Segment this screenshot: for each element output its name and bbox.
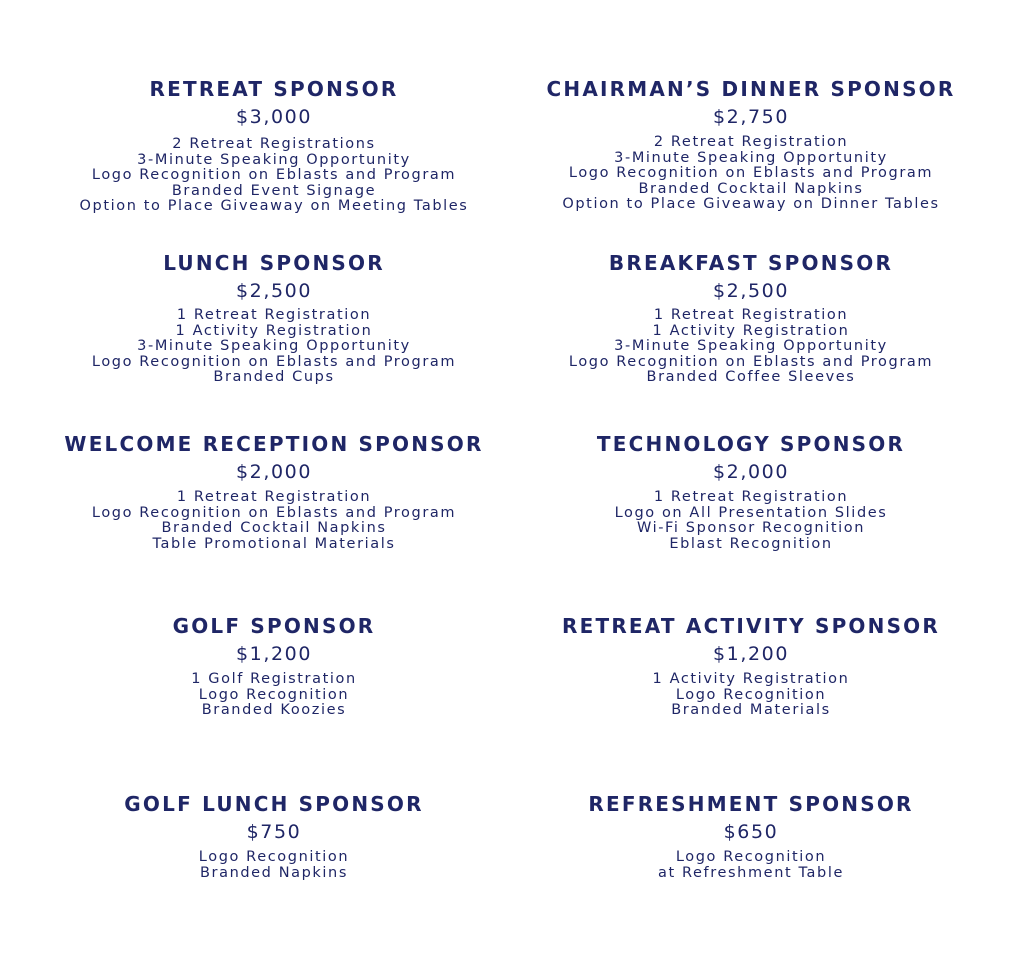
benefit-item: 3-Minute Speaking Opportunity — [137, 338, 411, 355]
sponsor-benefits — [64, 490, 483, 552]
benefit-item: Logo Recognition — [198, 849, 350, 865]
sponsor-benefits — [588, 850, 913, 881]
benefit-item: 3-Minute Speaking Opportunity — [137, 151, 411, 168]
benefit-item: 1 Retreat Registration — [653, 307, 849, 323]
benefit-item: 3-Minute Speaking Opportunity — [614, 149, 888, 166]
sponsor-benefits — [92, 308, 456, 386]
benefit-item: Wi-Fi Sponsor Recognition — [636, 520, 866, 537]
sponsor-title: REFRESHMENT SPONSOR — [588, 792, 914, 816]
sponsor-golf — [173, 613, 376, 719]
benefit-item: Logo Recognition on Eblasts and Program — [91, 353, 457, 370]
benefit-item: at Refreshment Table — [658, 864, 844, 881]
benefit-item: Option to Place Giveaway on Dinner Tables — [562, 196, 940, 213]
benefit-item: 1 Activity Registration — [652, 671, 850, 687]
benefit-item: 1 Retreat Registration — [176, 489, 372, 505]
benefit-item: Branded Cocktail Napkins — [638, 180, 864, 197]
sponsor-title: LUNCH SPONSOR — [163, 251, 385, 275]
benefit-item: 2 Retreat Registrations — [172, 136, 376, 152]
benefit-item: Branded Coffee Sleeves — [646, 369, 856, 386]
sponsor-title: WELCOME RECEPTION SPONSOR — [64, 432, 484, 456]
sponsor-retreat-activity — [562, 613, 940, 719]
benefit-item: 1 Golf Registration — [191, 671, 357, 687]
benefit-item: Branded Napkins — [199, 864, 349, 881]
sponsor-title: BREAKFAST SPONSOR — [608, 251, 894, 275]
sponsor-title: RETREAT ACTIVITY SPONSOR — [562, 614, 940, 638]
sponsor-price: $1,200 — [235, 643, 313, 665]
benefit-item: Branded Cups — [213, 369, 335, 386]
sponsor-title: TECHNOLOGY SPONSOR — [596, 432, 906, 456]
sponsor-price: $2,500 — [712, 280, 790, 302]
benefit-item: 1 Activity Registration — [175, 322, 373, 339]
benefit-item: 1 Activity Registration — [652, 322, 850, 339]
benefit-item: Logo Recognition on Eblasts and Program — [568, 165, 934, 182]
sponsor-price: $650 — [723, 821, 779, 843]
benefit-item: Branded Event Signage — [171, 182, 377, 199]
benefit-item: 1 Retreat Registration — [653, 489, 849, 505]
sponsor-benefits — [597, 490, 905, 552]
benefit-item: 3-Minute Speaking Opportunity — [614, 338, 888, 355]
benefit-item: Table Promotional Materials — [152, 535, 396, 552]
benefit-item: 1 Retreat Registration — [176, 307, 372, 323]
benefit-item: Logo Recognition on Eblasts and Program — [91, 167, 457, 184]
sponsor-retreat — [80, 76, 469, 215]
sponsor-chairmans-dinner — [547, 76, 956, 213]
sponsor-price: $2,000 — [235, 461, 313, 483]
benefit-item: Logo Recognition on Eblasts and Program — [91, 504, 457, 521]
sponsor-benefits — [80, 137, 469, 215]
sponsor-price: $2,500 — [235, 280, 313, 302]
sponsor-golf-lunch — [124, 791, 423, 881]
benefit-item: Branded Koozies — [201, 702, 347, 719]
sponsor-title: GOLF LUNCH SPONSOR — [124, 792, 424, 816]
sponsor-breakfast — [569, 250, 933, 386]
sponsor-price: $3,000 — [235, 106, 313, 128]
sponsor-benefits — [569, 308, 933, 386]
sponsor-benefits — [547, 135, 956, 213]
sponsor-title: RETREAT SPONSOR — [149, 77, 399, 101]
sponsor-price: $2,000 — [712, 461, 790, 483]
benefit-item: Logo on All Presentation Slides — [614, 504, 888, 521]
sponsor-price: $750 — [246, 821, 302, 843]
sponsor-benefits — [562, 672, 940, 719]
sponsor-title: CHAIRMAN’S DINNER SPONSOR — [546, 77, 956, 101]
benefit-item: Logo Recognition — [198, 686, 350, 703]
benefit-item: Branded Materials — [671, 702, 831, 719]
sponsor-refreshment — [588, 791, 913, 881]
benefit-item: Logo Recognition — [675, 849, 827, 865]
sponsor-price: $2,750 — [712, 106, 790, 128]
benefit-item: Branded Cocktail Napkins — [161, 520, 387, 537]
sponsor-benefits — [173, 672, 376, 719]
sponsor-technology — [597, 431, 905, 552]
benefit-item: Logo Recognition on Eblasts and Program — [568, 353, 934, 370]
sponsor-lunch — [92, 250, 456, 386]
benefit-item: Option to Place Giveaway on Meeting Tables — [79, 198, 469, 215]
sponsor-benefits — [124, 850, 423, 881]
benefit-item: 2 Retreat Registration — [653, 134, 849, 150]
sponsor-title: GOLF SPONSOR — [172, 614, 376, 638]
benefit-item: Eblast Recognition — [669, 535, 833, 552]
sponsor-welcome-reception — [64, 431, 483, 552]
sponsor-price: $1,200 — [712, 643, 790, 665]
benefit-item: Logo Recognition — [675, 686, 827, 703]
